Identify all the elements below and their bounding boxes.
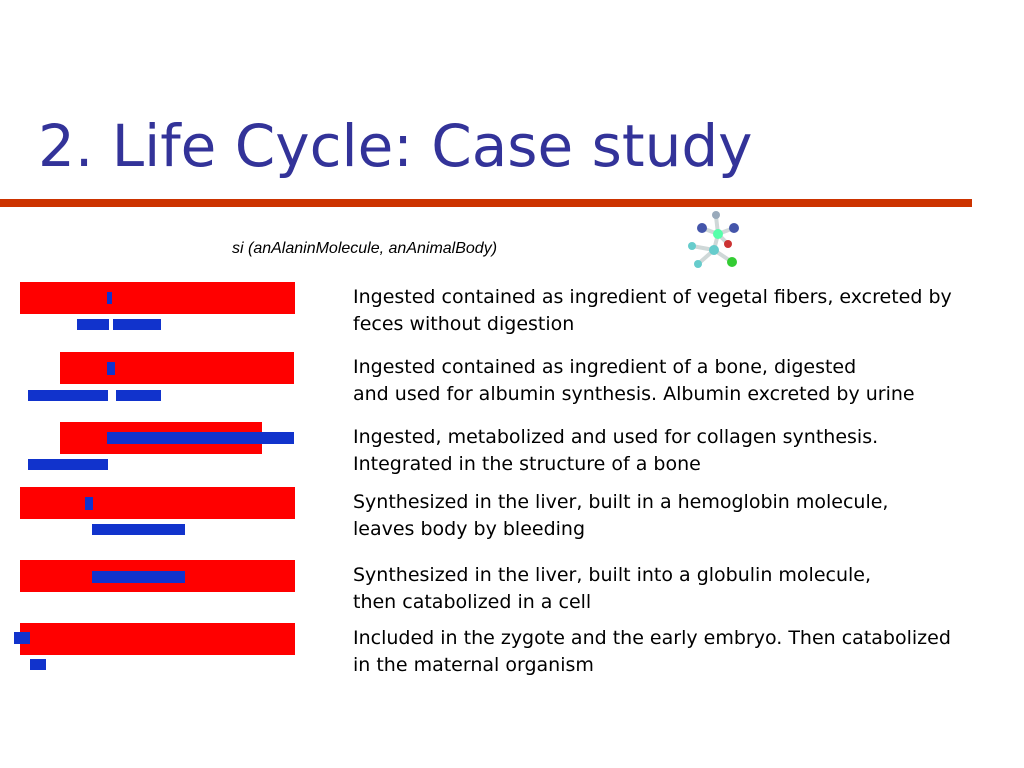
row4-line2: leaves body by bleeding (353, 518, 586, 540)
row4-blue-mark (85, 497, 93, 510)
row6-description (353, 625, 1013, 679)
row6-blue-mark-b (30, 659, 46, 670)
row1-line1: Ingested contained as ingredient of vegetal fibers, excreted by (353, 286, 952, 308)
row2-blue-mark (107, 362, 115, 375)
row1-blue-mark (107, 292, 112, 304)
row5-line2: then catabolized in a cell (353, 591, 592, 613)
row4-blue-bar (92, 524, 185, 535)
row4-line1: Synthesized in the liver, built in a hemoglobin molecule, (353, 491, 889, 513)
row1-blue-bar-a (77, 319, 109, 330)
row2-blue-bar-b (116, 390, 161, 401)
row3-blue-bar-b (28, 459, 108, 470)
row3-line1: Ingested, metabolized and used for collagen synthesis. (353, 426, 879, 448)
row1-description (353, 284, 1013, 338)
row2-description (353, 354, 1013, 408)
row3-description (353, 424, 1013, 478)
row6-blue-mark-a (14, 632, 30, 644)
slide-title: 2. Life Cycle: Case study (38, 112, 753, 180)
row5-blue-bar (92, 571, 185, 583)
row4-red-bar (20, 487, 295, 519)
row5-line1: Synthesized in the liver, built into a globulin molecule, (353, 564, 872, 586)
row1-line2: feces without digestion (353, 313, 575, 335)
row6-line1: Included in the zygote and the early embryo. Then catabolized (353, 627, 951, 649)
row2-red-bar (60, 352, 294, 384)
row2-line2: and used for albumin synthesis. Albumin excreted by urine (353, 383, 915, 405)
row6-line2: in the maternal organism (353, 654, 594, 676)
alanine-molecule-icon (680, 206, 752, 276)
row3-blue-bar-a (107, 432, 294, 444)
row6-red-bar (20, 623, 295, 655)
row5-description (353, 562, 1013, 616)
row2-blue-bar-a (28, 390, 108, 401)
row1-red-bar (20, 282, 295, 314)
row3-line2: Integrated in the structure of a bone (353, 453, 701, 475)
row1-blue-bar-b (113, 319, 161, 330)
row4-description (353, 489, 1013, 543)
title-divider (0, 199, 972, 207)
slide-subtitle: si (anAlaninMolecule, anAnimalBody) (232, 240, 498, 257)
row2-line1: Ingested contained as ingredient of a bone, digested (353, 356, 857, 378)
